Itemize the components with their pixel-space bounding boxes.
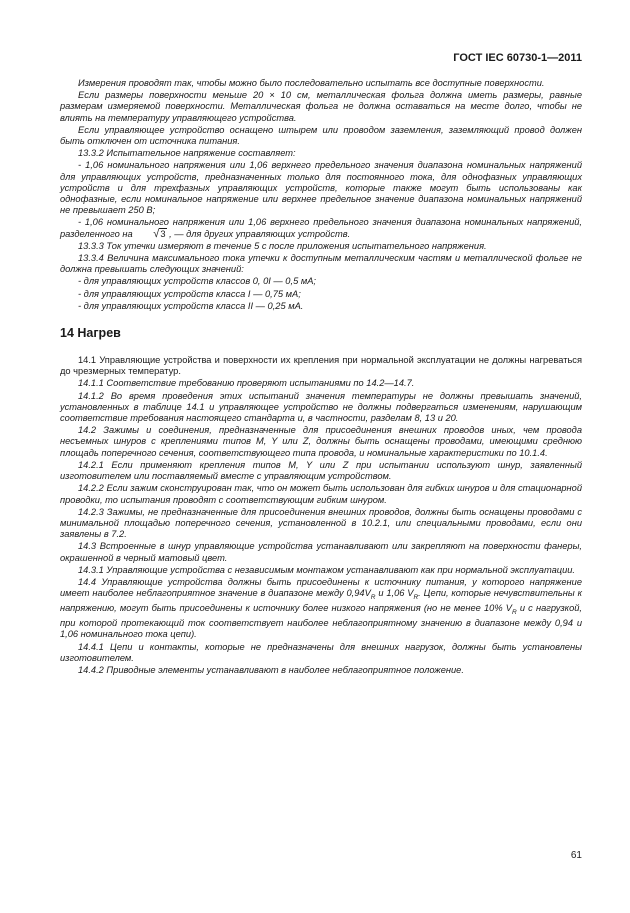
- subscript: R: [511, 609, 517, 617]
- clause-14-1: 14.1 Управляющие устройства и поверхности их крепления при нормальной эксплуатации не должны нагреваться до чрезмерных температур.: [60, 355, 582, 377]
- clause-14-2-3: 14.2.3 Зажимы, не предназначенные для присоединения внешних проводов, должны быть оснащены проводами с минимальной площадью поперечного сечения, установленной в 10.2.1, или специальными проводами, если они заявлены в 7.2.: [60, 506, 582, 540]
- clause-14-4-1: 14.4.1 Цепи и контакты, которые не предназначены для внешних нагрузок, должны быть установлены изготовителем.: [60, 641, 582, 663]
- clause-14-4-2: 14.4.2 Приводные элементы устанавливают в наиболее неблагоприятное положение.: [78, 665, 464, 676]
- clause-14-2-1: 14.2.1 Если применяют крепления типов M, Y или Z при испытании используют шнур, заявленный изготовителем или поставляемый вместе с управляющим устройством.: [60, 459, 582, 482]
- paragraph: Измерения проводят так, чтобы можно было последовательно испытать все доступные поверхности.: [78, 78, 545, 88]
- list-item: - для управляющих устройств классов 0, 0I — 0,5 мА;: [78, 276, 316, 287]
- text-span: - 1,06 номинального напряжения или 1,06 верхнего предельного значения диапазона номинальных напряжений, разделенного на: [60, 217, 582, 239]
- clause-14-4: [60, 577, 582, 641]
- sqrt-sign: √: [153, 227, 160, 240]
- clause-13-3-4: 13.3.4 Величина максимального тока утечки к доступным металлическим частям и металлической фольге не должна превышать следующих значений:: [60, 253, 582, 275]
- list-item: - для управляющих устройств класса I — 0,75 мА;: [78, 288, 301, 299]
- paragraph: Если управляющее устройство оснащено штырем или проводом заземления, заземляющий провод должен быть отключен от источника питания.: [60, 124, 582, 147]
- text-span: , — для других управляющих устройств.: [169, 228, 351, 239]
- document-body: [60, 78, 582, 677]
- page-number: 61: [570, 850, 582, 861]
- clause-14-2-2: 14.2.2 Если зажим сконструирован так, что он может быть использован для гибких шнуров и для стационарной проводки, то испытания проводят с соответствующим гибким шнуром.: [60, 483, 582, 505]
- clause-14-1-1: 14.1.1 Соответствие требованию проверяют испытаниями по 14.2—14.7.: [78, 378, 415, 389]
- clause-14-2: 14.2 Зажимы и соединения, предназначенные для присоединения внешних проводов иных, чем провода несъемных шнуров с креплениями типов M, Y или Z, должны быть оснащены проводами, имеющими среднюю площадь поперечного сечения, соответствующего типа провода, и номинальные характеристики по 10.1.4.: [60, 425, 582, 458]
- standard-header: ГОСТ IEC 60730-1—2011: [453, 52, 582, 64]
- clause-13-3-2: 13.3.2 Испытательное напряжение составляет:: [78, 148, 296, 159]
- clause-13-3-3: 13.3.3 Ток утечки измеряют в течение 5 с после приложения испытательного напряжения.: [78, 240, 487, 251]
- sqrt-radicand: 3: [160, 228, 166, 239]
- clause-14-1-2: 14.1.2 Во время проведения этих испытаний значения температуры не должны превышать значений, установленных в таблице 14.1 и управляющее устройство не должны подвергаться изменениям, нарушающим соответствие требования настоящего стандарта и, в частности, разделам 8, 13 и 20.: [60, 390, 582, 424]
- sqrt-expression: [135, 229, 166, 240]
- text-span: и с нагрузкой, при которой протекающий ток соответствует наиболее неблагоприятному значению в диапазоне между 0,94 и 1,06 номинального тока цепи).: [60, 603, 582, 640]
- list-item: - 1,06 номинального напряжения или 1,06 верхнего предельного значения диапазона номинальных напряжений для управляющих устройств, предназначенных только для постоянного тока, для однофазных управляющих устройств и для трехфазных управляющих устройств, которые также могут быть использованы как однофазные, если номинальное напряжение или верхнее предельное значение диапазона номинальных напряжений не превышает 250 В;: [60, 160, 582, 216]
- text-span: и 1,06 V: [375, 588, 414, 599]
- clause-14-3-1: 14.3.1 Управляющие устройства с независимым монтажом устанавливают как при нормальной эксплуатации.: [78, 564, 576, 575]
- text-span: 14.4 Управляющие устройства должны быть присоединены к источнику питания, у которого напряжение имеет наиболее неблагоприятное значение в диапазоне между 0,94V: [60, 576, 582, 599]
- clause-14-3: 14.3 Встроенные в шнур управляющие устройства устанавливают или закрепляют на поверхности фанеры, окрашенной в черный матовый цвет.: [60, 541, 582, 563]
- text-span: . Цепи, которые нечувствительны к напряжению, могут быть присоединены к источнику более низкого напряжения (но не менее 10% V: [60, 588, 582, 614]
- section-heading: 14 Нагрев: [60, 326, 121, 341]
- paragraph: Если размеры поверхности меньше 20 × 10 см, металлическая фольга должна иметь размеры, равные размерам измеряемой поверхности. Металлическая фольга не должна оставаться на месте долго, чтобы не влиять на температуру управляющего устройства.: [60, 90, 582, 123]
- subscript: R: [413, 593, 419, 601]
- list-item: [60, 217, 582, 239]
- subscript: R: [370, 593, 376, 601]
- list-item: - для управляющих устройств класса II — 0,25 мА.: [78, 300, 304, 311]
